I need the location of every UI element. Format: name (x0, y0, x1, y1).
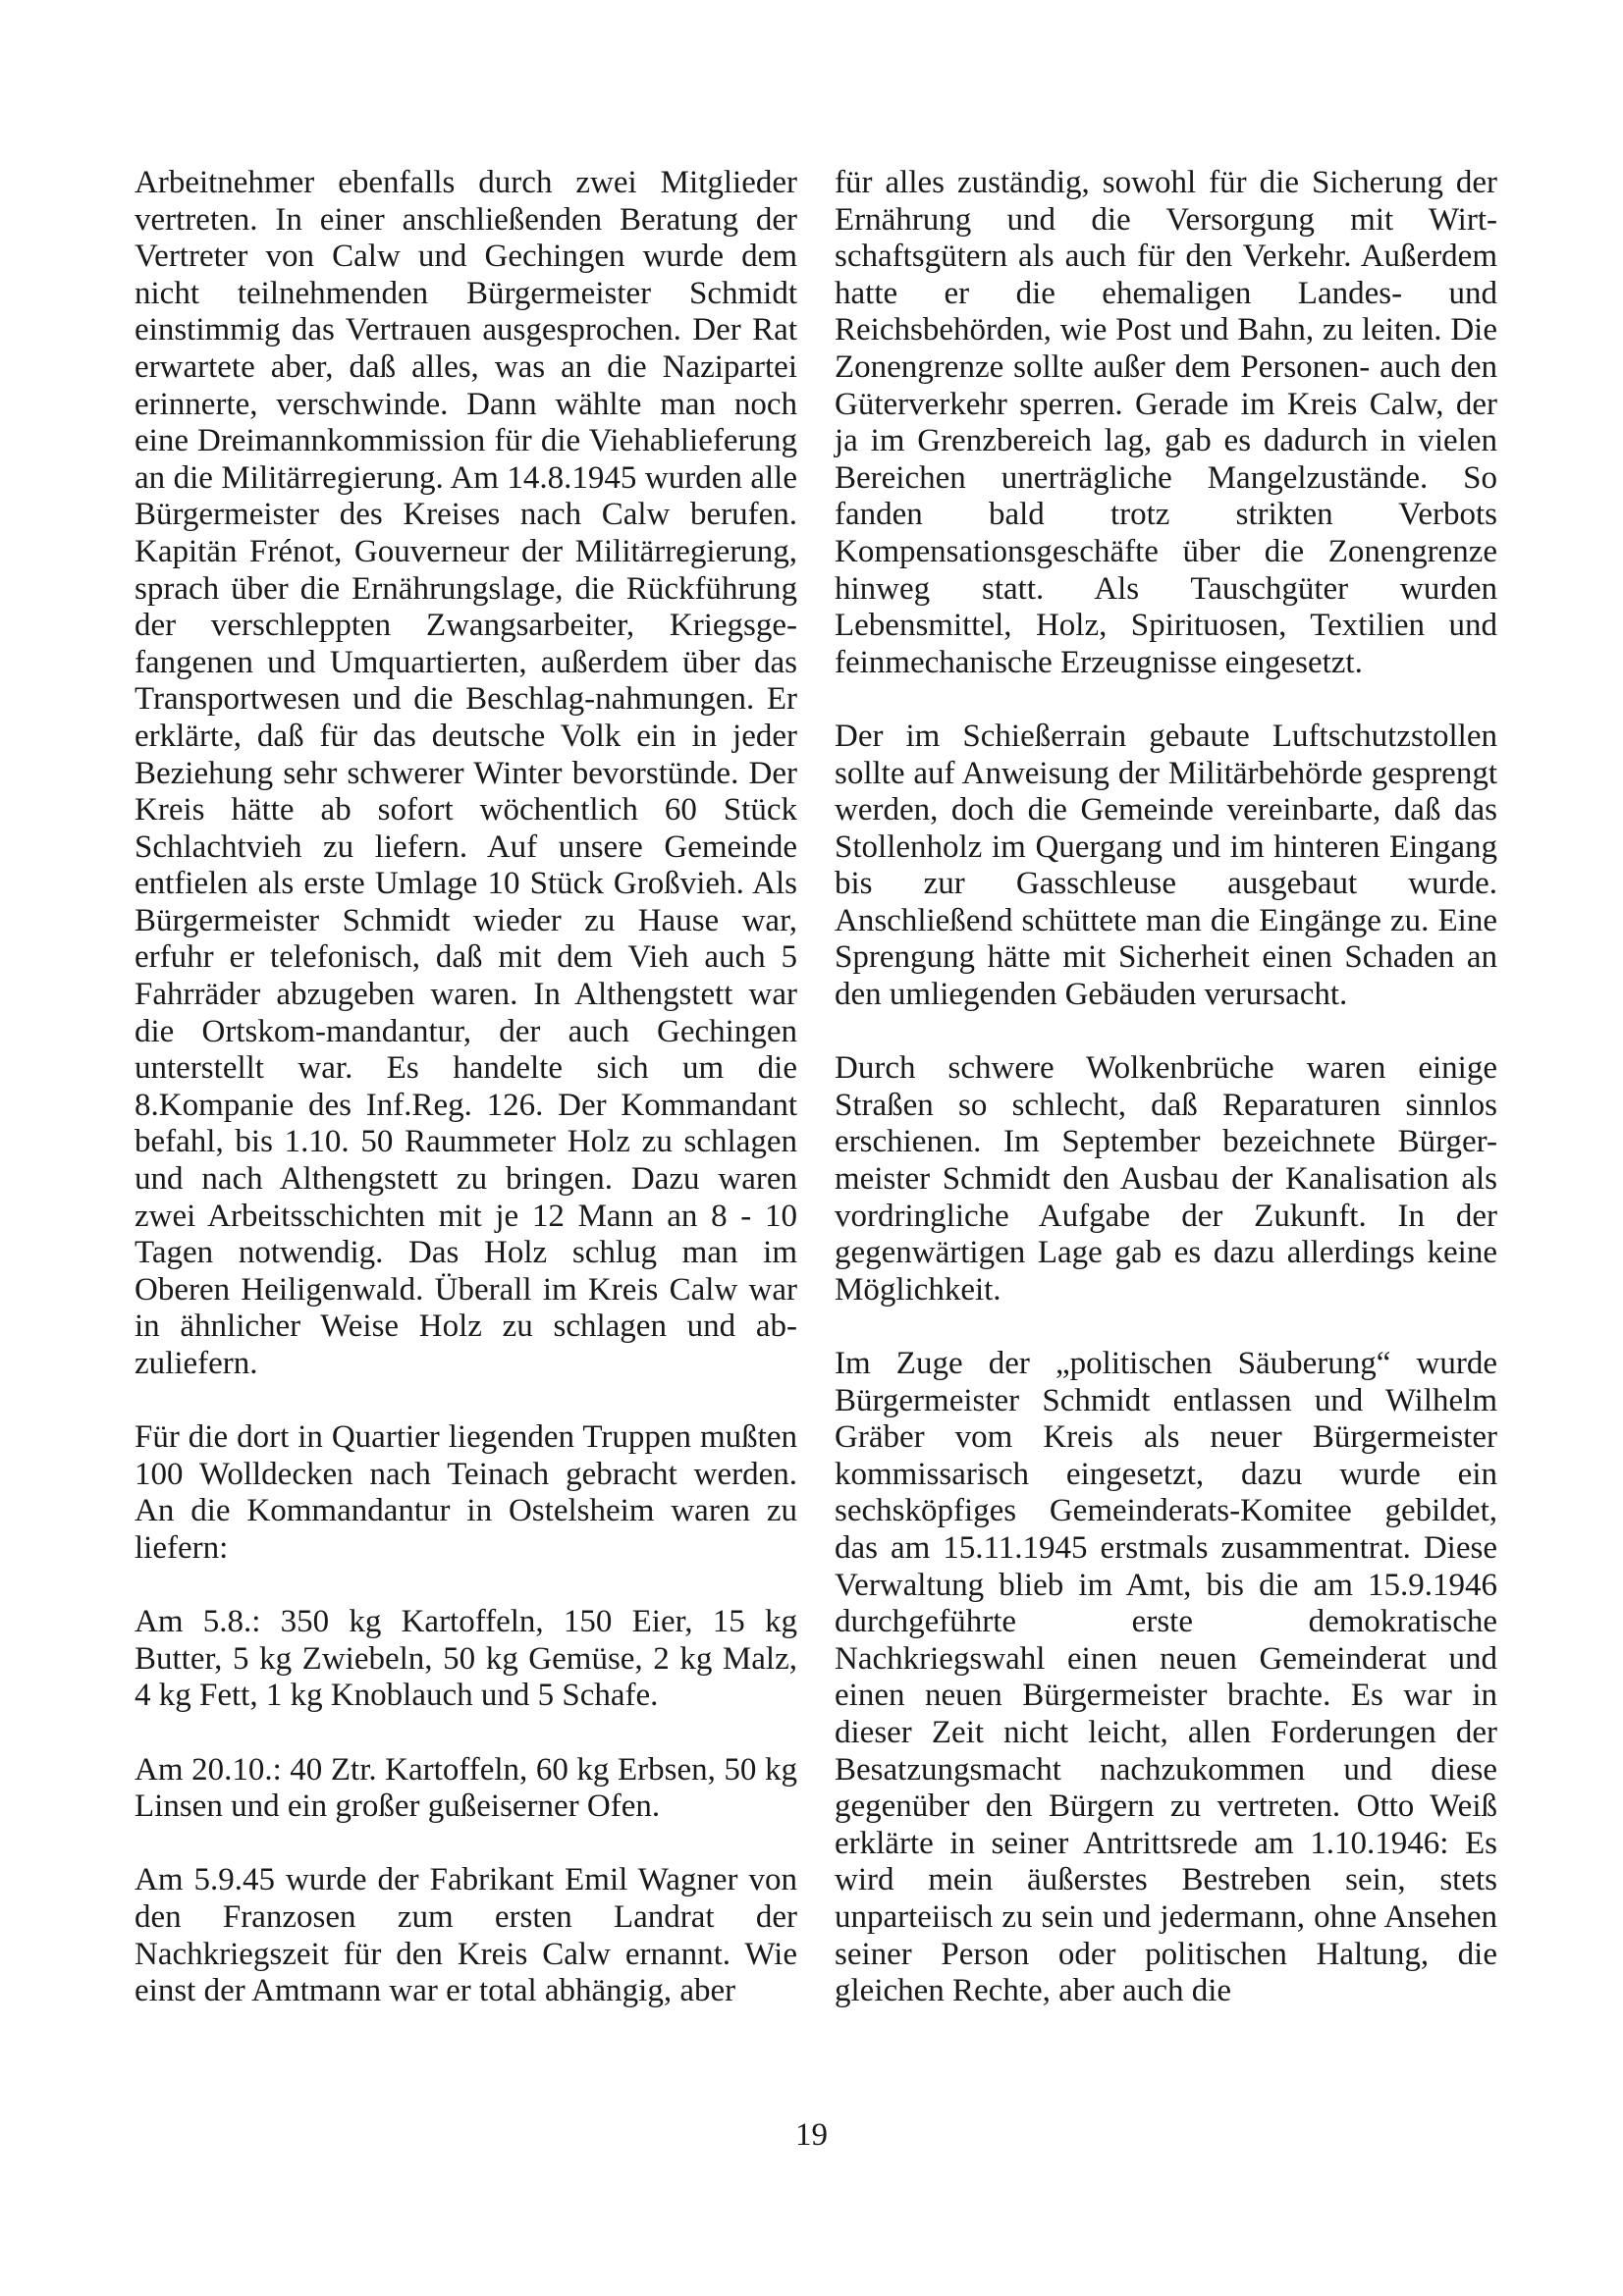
paragraph: Am 20.10.: 40 Ztr. Kartoffeln, 60 kg Erbsen, 50 kg Linsen und ein großer gußeiserner Ofen. (135, 1751, 797, 1825)
paragraph: Durch schwere Wolkenbrüche waren einige Straßen so schlecht, daß Reparaturen sinnlos erschienen. Im September bezeichnete Bürger-meister Schmidt den Ausbau der Kanalisation als vordringliche Aufgabe der Zukunft. In der gegenwärtigen Lage gab es dazu allerdings keine Möglichkeit. (835, 1050, 1497, 1308)
paragraph: Am 5.8.: 350 kg Kartoffeln, 150 Eier, 15 kg Butter, 5 kg Zwiebeln, 50 kg Gemüse, 2 kg Malz, 4 kg Fett, 1 kg Knoblauch und 5 Schafe. (135, 1604, 797, 1714)
right-column (835, 165, 1497, 2010)
paragraph: Arbeitnehmer ebenfalls durch zwei Mitglieder vertreten. In einer anschließenden Beratung der Vertreter von Calw und Gechingen wurde dem nicht teilnehmenden Bürgermeister Schmidt einstimmig das Vertrauen ausgesprochen. Der Rat erwartete aber, daß alles, was an die Nazipartei erinnerte, verschwinde. Dann wählte man noch eine Dreimannkommission für die Viehablieferung an die Militärregierung. Am 14.8.1945 wurden alle Bürgermeister des Kreises nach Calw berufen. Kapitän Frénot, Gouverneur der Militärregierung, sprach über die Ernährungslage, die Rückführung der verschleppten Zwangsarbeiter, Kriegsge-fangenen und Umquartierten, außerdem über das Transportwesen und die Beschlag-nahmungen. Er erklärte, daß für das deutsche Volk ein in jeder Beziehung sehr schwerer Winter bevorstünde. Der Kreis hätte ab sofort wöchentlich 60 Stück Schlachtvieh zu liefern. Auf unsere Gemeinde entfielen als erste Umlage 10 Stück Großvieh. Als Bürgermeister Schmidt wieder zu Hause war, erfuhr er telefonisch, daß mit dem Vieh auch 5 Fahrräder abzugeben waren. In Althengstett war die Ortskom-mandantur, der auch Gechingen unterstellt war. Es handelte sich um die 8.Kompanie des Inf.Reg. 126. Der Kommandant befahl, bis 1.10. 50 Raummeter Holz zu schlagen und nach Althengstett zu bringen. Dazu waren zwei Arbeitsschichten mit je 12 Mann an 8 - 10 Tagen notwendig. Das Holz schlug man im Oberen Heiligenwald. Überall im Kreis Calw war in ähnlicher Weise Holz zu schlagen und ab-zuliefern. (135, 165, 797, 1381)
paragraph: für alles zuständig, sowohl für die Sicherung der Ernährung und die Versorgung mit Wirt-schaftsgütern als auch für den Verkehr. Außerdem hatte er die ehemaligen Landes- und Reichsbehörden, wie Post und Bahn, zu leiten. Die Zonengrenze sollte außer dem Personen- auch den Güterverkehr sperren. Gerade im Kreis Calw, der ja im Grenzbereich lag, gab es dadurch in vielen Bereichen unerträgliche Mangelzustände. So fanden bald trotz strikten Verbots Kompensationsgeschäfte über die Zonengrenze hinweg statt. Als Tauschgüter wurden Lebensmittel, Holz, Spirituosen, Textilien und feinmechanische Erzeugnisse eingesetzt. (835, 165, 1497, 680)
page-number: 19 (795, 2117, 828, 2153)
paragraph: Im Zuge der „politischen Säuberung“ wurde Bürgermeister Schmidt entlassen und Wilhelm Gräber vom Kreis als neuer Bürgermeister kommissarisch eingesetzt, dazu wurde ein sechsköpfiges Gemeinderats-Komitee gebildet, das am 15.11.1945 erstmals zusammentrat. Diese Verwaltung blieb im Amt, bis die am 15.9.1946 durchgeführte erste demokratische Nachkriegswahl einen neuen Gemeinderat und einen neuen Bürgermeister brachte. Es war in dieser Zeit nicht leicht, allen Forderungen der Besatzungsmacht nachzukommen und diese gegenüber den Bürgern zu vertreten. Otto Weiß erklärte in seiner Antrittsrede am 1.10.1946: Es wird mein äußerstes Bestreben sein, stets unparteiisch zu sein und jedermann, ohne Ansehen seiner Person oder politischen Haltung, die gleichen Rechte, aber auch die (835, 1346, 1497, 2009)
paragraph: Der im Schießerrain gebaute Luftschutzstollen sollte auf Anweisung der Militärbehörde gesprengt werden, doch die Gemeinde vereinbarte, daß das Stollenholz im Quergang und im hinteren Eingang bis zur Gasschleuse ausgebaut wurde. Anschließend schüttete man die Eingänge zu. Eine Sprengung hätte mit Sicherheit einen Schaden an den umliegenden Gebäuden verursacht. (835, 718, 1497, 1013)
paragraph: Für die dort in Quartier liegenden Truppen mußten 100 Wolldecken nach Teinach gebracht werden. An die Kommandantur in Ostelsheim waren zu liefern: (135, 1419, 797, 1566)
left-column (135, 165, 797, 2010)
paragraph: Am 5.9.45 wurde der Fabrikant Emil Wagner von den Franzosen zum ersten Landrat der Nachkriegszeit für den Kreis Calw ernannt. Wie einst der Amtmann war er total abhängig, aber (135, 1862, 797, 2009)
